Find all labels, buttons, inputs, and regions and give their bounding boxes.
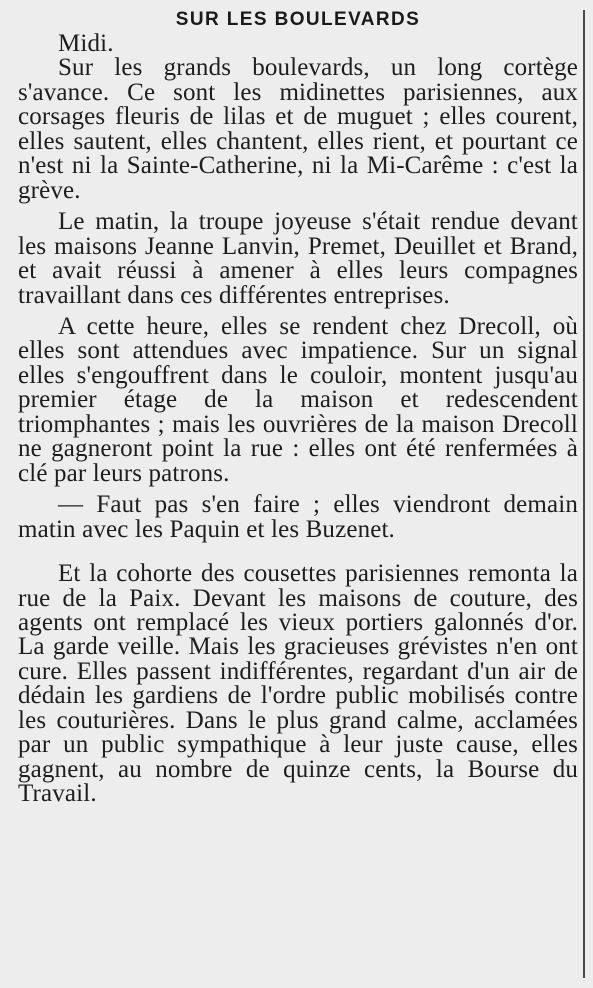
paragraph-time: Midi. — [58, 30, 114, 57]
article — [18, 8, 578, 807]
headline: SUR LES BOULEVARDS — [175, 9, 421, 30]
paragraph-morning: Le matin, la troupe joyeuse s'était rendue devant les maisons Jeanne Lanvin, Premet, Deuillet et Brand, et avait réussi à amener à elles leurs compagnes travaillant dans ces différentes entreprises. — [18, 208, 578, 309]
paragraph-cohort: Et la cohorte des cousettes parisiennes remonta la rue de la Paix. Devant les maisons de couture, des agents ont remplacé les vieux portiers galonnés d'or. La garde veille. Mais les gracieuses grévistes n'en ont cure. Elles passent indifférentes, regardant d'un air de dédain les gardiens de l'ordre public mobilisés contre les couturières. Dans le plus grand calme, acclamées par un public sympathique à leur juste cause, elles gagnent, au nombre de quinze cents, la Bourse du Travail. — [18, 560, 578, 808]
paragraph-quote: — Faut pas s'en faire ; elles viendront demain matin avec les Paquin et les Buzenet. — [18, 491, 578, 543]
column-rule — [583, 10, 585, 978]
paragraph-boulevards: Sur les grands boulevards, un long cortège s'avance. Ce sont les midinettes parisiennes, aux corsages fleuris de lilas et de muguet ; elles courent, elles sautent, elles chantent, elles rient, et pourtant ce n'est ni la Sainte-Catherine, ni la Mi-Carême : c'est la grève. — [18, 54, 578, 204]
paragraph-drecoll: A cette heure, elles se rendent chez Drecoll, où elles sont attendues avec impatience. Sur un signal elles s'engouffrent dans le couloir, montent jusqu'au premier étage de la maison et redescendent triomphantes ; mais les ouvrières de la maison Drecoll ne gagneront point la rue : elles ont été renfermées à clé par leurs patrons. — [18, 312, 578, 487]
